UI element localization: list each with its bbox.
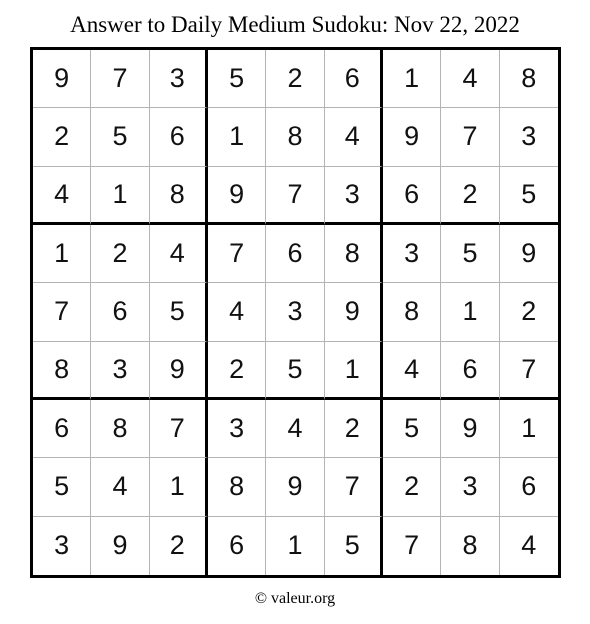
sudoku-cell-r1-c5: 2 [266, 50, 324, 108]
sudoku-cell-r7-c7: 5 [383, 400, 441, 458]
sudoku-cell-r5-c1: 7 [33, 283, 91, 341]
sudoku-cell-r1-c1: 9 [33, 50, 91, 108]
sudoku-cell-r3-c8: 2 [441, 167, 499, 225]
sudoku-cell-r7-c2: 8 [91, 400, 149, 458]
sudoku-cell-r4-c2: 2 [91, 225, 149, 283]
sudoku-cell-r8-c9: 6 [500, 458, 558, 516]
sudoku-cell-r6-c2: 3 [91, 342, 149, 400]
sudoku-cell-r2-c8: 7 [441, 108, 499, 166]
sudoku-board [30, 47, 561, 578]
sudoku-cell-r7-c8: 9 [441, 400, 499, 458]
sudoku-cell-r8-c4: 8 [208, 458, 266, 516]
sudoku-cell-r4-c1: 1 [33, 225, 91, 283]
sudoku-cell-r3-c2: 1 [91, 167, 149, 225]
sudoku-cell-r6-c9: 7 [500, 342, 558, 400]
sudoku-cell-r7-c6: 2 [325, 400, 383, 458]
sudoku-cell-r2-c5: 8 [266, 108, 324, 166]
sudoku-cell-r7-c9: 1 [500, 400, 558, 458]
sudoku-cell-r2-c2: 5 [91, 108, 149, 166]
sudoku-cell-r6-c4: 2 [208, 342, 266, 400]
sudoku-cell-r4-c7: 3 [383, 225, 441, 283]
sudoku-cell-r4-c8: 5 [441, 225, 499, 283]
sudoku-cell-r8-c8: 3 [441, 458, 499, 516]
copyright-footer: © valeur.org [254, 590, 336, 607]
sudoku-cell-r9-c8: 8 [441, 517, 499, 575]
sudoku-cell-r6-c7: 4 [383, 342, 441, 400]
sudoku-cell-r4-c3: 4 [150, 225, 208, 283]
page-title: Answer to Daily Medium Sudoku: Nov 22, 2022 [70, 12, 520, 37]
sudoku-cell-r1-c6: 6 [325, 50, 383, 108]
sudoku-cell-r7-c3: 7 [150, 400, 208, 458]
sudoku-cell-r8-c1: 5 [33, 458, 91, 516]
sudoku-cell-r8-c7: 2 [383, 458, 441, 516]
sudoku-cell-r2-c4: 1 [208, 108, 266, 166]
sudoku-cell-r6-c8: 6 [441, 342, 499, 400]
sudoku-cell-r4-c5: 6 [266, 225, 324, 283]
sudoku-cell-r4-c4: 7 [208, 225, 266, 283]
sudoku-cell-r1-c2: 7 [91, 50, 149, 108]
sudoku-cell-r2-c7: 9 [383, 108, 441, 166]
sudoku-cell-r4-c9: 9 [500, 225, 558, 283]
sudoku-cell-r9-c7: 7 [383, 517, 441, 575]
sudoku-cell-r2-c6: 4 [325, 108, 383, 166]
sudoku-cell-r5-c8: 1 [441, 283, 499, 341]
sudoku-cell-r6-c5: 5 [266, 342, 324, 400]
sudoku-cell-r9-c6: 5 [325, 517, 383, 575]
sudoku-cell-r4-c6: 8 [325, 225, 383, 283]
sudoku-cell-r5-c9: 2 [500, 283, 558, 341]
sudoku-cell-r3-c1: 4 [33, 167, 91, 225]
sudoku-cell-r9-c1: 3 [33, 517, 91, 575]
sudoku-cell-r3-c5: 7 [266, 167, 324, 225]
sudoku-cell-r7-c4: 3 [208, 400, 266, 458]
sudoku-cell-r2-c9: 3 [500, 108, 558, 166]
sudoku-cell-r6-c1: 8 [33, 342, 91, 400]
sudoku-cell-r8-c2: 4 [91, 458, 149, 516]
sudoku-cell-r3-c4: 9 [208, 167, 266, 225]
sudoku-cell-r2-c3: 6 [150, 108, 208, 166]
sudoku-cell-r7-c1: 6 [33, 400, 91, 458]
sudoku-cell-r9-c5: 1 [266, 517, 324, 575]
sudoku-cell-r8-c6: 7 [325, 458, 383, 516]
sudoku-cell-r5-c3: 5 [150, 283, 208, 341]
sudoku-cell-r9-c3: 2 [150, 517, 208, 575]
sudoku-cell-r6-c3: 9 [150, 342, 208, 400]
sudoku-cell-r3-c3: 8 [150, 167, 208, 225]
sudoku-cell-r3-c9: 5 [500, 167, 558, 225]
sudoku-cell-r1-c9: 8 [500, 50, 558, 108]
sudoku-cell-r6-c6: 1 [325, 342, 383, 400]
sudoku-cell-r1-c8: 4 [441, 50, 499, 108]
sudoku-cell-r7-c5: 4 [266, 400, 324, 458]
sudoku-cell-r3-c6: 3 [325, 167, 383, 225]
sudoku-cell-r5-c7: 8 [383, 283, 441, 341]
sudoku-cell-r5-c5: 3 [266, 283, 324, 341]
sudoku-cell-r1-c7: 1 [383, 50, 441, 108]
sudoku-cell-r9-c4: 6 [208, 517, 266, 575]
sudoku-cell-r9-c9: 4 [521, 530, 537, 561]
sudoku-cell-r3-c7: 6 [383, 167, 441, 225]
sudoku-cell-r1-c3: 3 [150, 50, 208, 108]
sudoku-cell-r5-c6: 9 [325, 283, 383, 341]
sudoku-cell-r8-c5: 9 [266, 458, 324, 516]
sudoku-cell-r8-c3: 1 [150, 458, 208, 516]
sudoku-cell-r5-c4: 4 [208, 283, 266, 341]
sudoku-cell-r5-c2: 6 [91, 283, 149, 341]
sudoku-cell-r1-c4: 5 [208, 50, 266, 108]
sudoku-cell-r9-c2: 9 [91, 517, 149, 575]
sudoku-cell-r2-c1: 2 [33, 108, 91, 166]
